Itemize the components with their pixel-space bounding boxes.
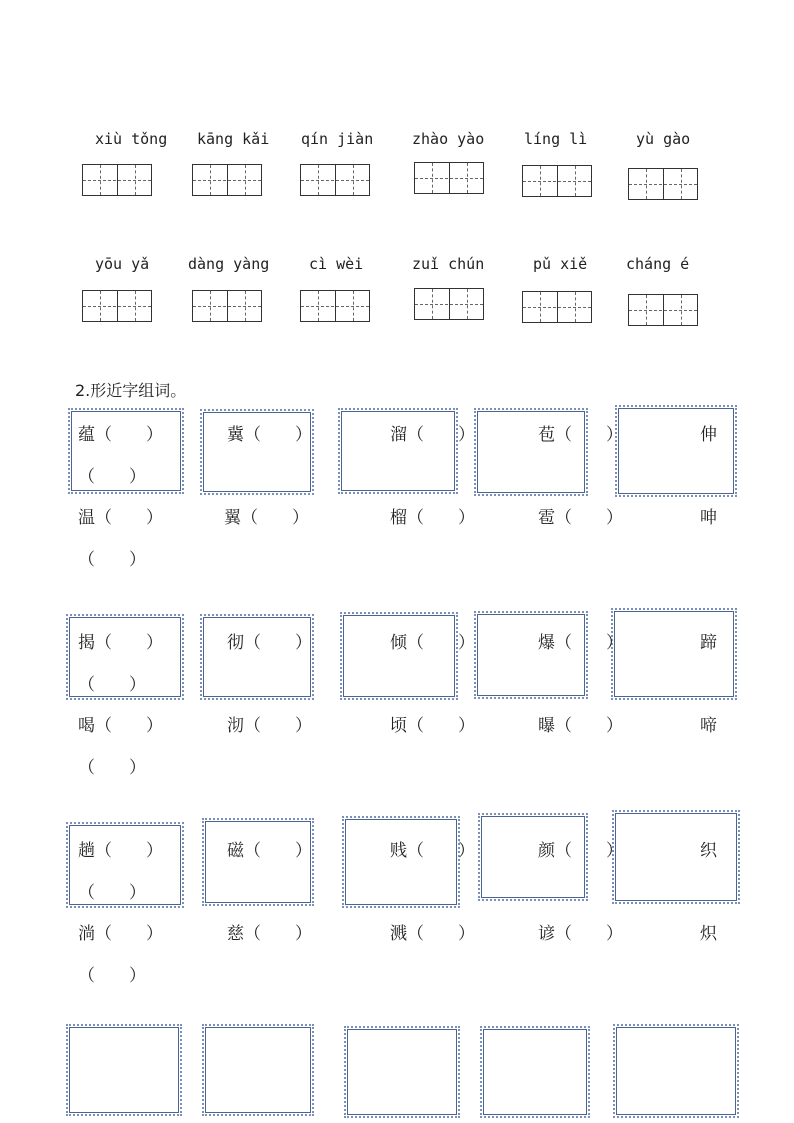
word-blank[interactable]: 淌（ ） xyxy=(78,924,163,944)
word-blank[interactable]: 榴（ ） xyxy=(390,508,475,528)
writing-grid[interactable] xyxy=(192,290,262,322)
word-blank[interactable]: 谚（ ） xyxy=(538,924,623,944)
writing-grid[interactable] xyxy=(300,164,370,196)
writing-grid[interactable] xyxy=(82,290,152,322)
word-blank[interactable]: 喝（ ） xyxy=(78,716,163,736)
word-char: 炽 xyxy=(700,924,717,944)
writing-grid[interactable] xyxy=(628,294,698,326)
writing-grid[interactable] xyxy=(522,291,592,323)
pinyin-2-3: cì wèi xyxy=(309,255,364,273)
word-blank[interactable]: 翼（ ） xyxy=(224,508,309,528)
pinyin-2-1: yōu yǎ xyxy=(95,255,150,273)
word-blank[interactable]: 温（ ） xyxy=(78,508,163,528)
pinyin-1-2: kāng kǎi xyxy=(197,130,270,148)
pinyin-2-5: pǔ xiě xyxy=(533,255,588,273)
pinyin-1-1: xiù tǒng xyxy=(95,130,168,148)
stamp-frame xyxy=(611,608,737,700)
writing-grid[interactable] xyxy=(414,288,484,320)
pinyin-1-6: yù gào xyxy=(636,130,691,148)
writing-grid[interactable] xyxy=(522,165,592,197)
section-heading: 2.形近字组词。 xyxy=(75,381,187,400)
pinyin-2-4: zuǐ chún xyxy=(412,255,485,273)
word-blank-wrap[interactable]: （ ） xyxy=(78,467,146,487)
word-char: 蹄 xyxy=(700,633,717,653)
stamp-frame xyxy=(202,818,314,906)
word-blank[interactable]: 冀（ ） xyxy=(227,425,312,445)
stamp-frame xyxy=(342,816,460,908)
stamp-frame xyxy=(200,614,314,700)
word-blank[interactable]: 磁（ ） xyxy=(227,841,312,861)
pinyin-2-6: cháng é xyxy=(626,255,690,273)
word-blank-wrap[interactable]: （ ） xyxy=(78,758,146,778)
stamp-frame xyxy=(615,405,737,497)
pinyin-1-5: líng lì xyxy=(524,130,588,148)
word-char: 啼 xyxy=(700,716,717,736)
writing-grid[interactable] xyxy=(192,164,262,196)
stamp-frame xyxy=(344,1026,460,1118)
word-blank[interactable]: 趟（ ） xyxy=(78,841,163,861)
word-blank[interactable]: 沏（ ） xyxy=(227,716,312,736)
word-blank[interactable]: 苞（ ） xyxy=(538,425,623,445)
writing-grid[interactable] xyxy=(300,290,370,322)
word-char: 呻 xyxy=(700,508,717,528)
stamp-frame xyxy=(474,611,588,699)
word-char: 织 xyxy=(700,841,717,861)
word-char: 伸 xyxy=(700,425,717,445)
pinyin-1-4: zhào yào xyxy=(412,130,485,148)
writing-grid[interactable] xyxy=(414,162,484,194)
word-blank[interactable]: 倾（ ） xyxy=(390,633,475,653)
word-blank[interactable]: 贱（ ） xyxy=(390,841,475,861)
stamp-frame xyxy=(612,810,740,904)
word-blank-wrap[interactable]: （ ） xyxy=(78,675,146,695)
word-blank[interactable]: 溅（ ） xyxy=(390,924,475,944)
word-blank[interactable]: 溜（ ） xyxy=(390,425,475,445)
word-blank[interactable]: 顷（ ） xyxy=(390,716,475,736)
word-blank-wrap[interactable]: （ ） xyxy=(78,966,146,986)
word-blank[interactable]: 蕴（ ） xyxy=(78,425,163,445)
writing-grid[interactable] xyxy=(82,164,152,196)
stamp-frame xyxy=(202,1024,314,1116)
word-blank[interactable]: 彻（ ） xyxy=(227,633,312,653)
word-blank[interactable]: 雹（ ） xyxy=(538,508,623,528)
word-blank-wrap[interactable]: （ ） xyxy=(78,883,146,903)
stamp-frame xyxy=(613,1024,739,1118)
stamp-frame xyxy=(340,612,458,700)
pinyin-2-2: dàng yàng xyxy=(188,255,270,273)
word-blank[interactable]: 曝（ ） xyxy=(538,716,623,736)
word-blank[interactable]: 揭（ ） xyxy=(78,633,163,653)
stamp-frame xyxy=(480,1026,590,1118)
writing-grid[interactable] xyxy=(628,168,698,200)
word-blank[interactable]: 爆（ ） xyxy=(538,633,623,653)
word-blank[interactable]: 慈（ ） xyxy=(227,924,312,944)
stamp-frame xyxy=(66,1024,182,1116)
word-blank-wrap[interactable]: （ ） xyxy=(78,550,146,570)
word-blank[interactable]: 颜（ ） xyxy=(538,841,623,861)
pinyin-1-3: qín jiàn xyxy=(301,130,374,148)
